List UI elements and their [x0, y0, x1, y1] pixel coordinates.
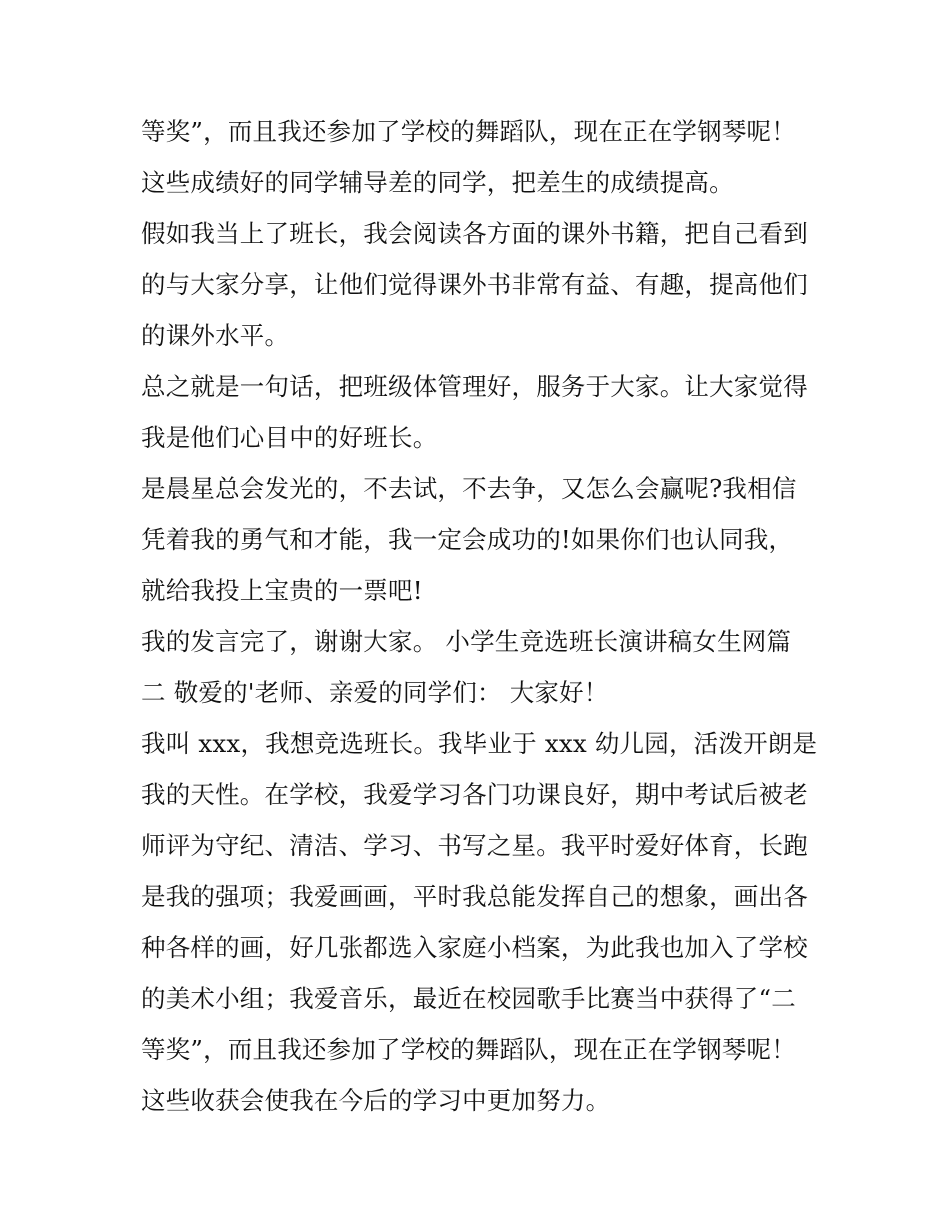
- text-line: 的美术小组；我爱音乐，最近在校园歌手比赛当中获得了“二: [141, 984, 796, 1013]
- text-line: 我的发言完了，谢谢大家。 小学生竞选班长演讲稿女生网篇: [141, 627, 792, 656]
- text-line: 等奖”，而且我还参加了学校的舞蹈队，现在正在学钢琴呢！: [141, 1035, 796, 1064]
- text-line: 是我的强项；我爱画画，平时我总能发挥自己的想象，画出各: [141, 882, 808, 911]
- text-line: 我的天性。在学校，我爱学习各门功课良好，期中考试后被老: [141, 780, 808, 809]
- text-line: 假如我当上了班长，我会阅读各方面的课外书籍，把自己看到: [141, 219, 808, 248]
- text-line: 是晨星总会发光的，不去试，不去争，又怎么会赢呢?我相信: [141, 474, 797, 503]
- text-line: 的与大家分享，让他们觉得课外书非常有益、有趣，提高他们: [141, 270, 808, 299]
- text-line: 师评为守纪、清洁、学习、书写之星。我平时爱好体育，长跑: [141, 831, 808, 860]
- text-line: 就给我投上宝贵的一票吧!: [141, 576, 423, 605]
- text-line: 我是他们心目中的好班长。: [141, 423, 438, 452]
- text-line: 这些成绩好的同学辅导差的同学，把差生的成绩提高。: [141, 168, 734, 197]
- text-line: 种各样的画，好几张都选入家庭小档案，为此我也加入了学校: [141, 933, 808, 962]
- text-line: 的课外水平。: [141, 321, 290, 350]
- text-line: 二 敬爱的'老师、亲爱的同学们： 大家好！: [141, 678, 609, 707]
- text-line: 等奖”，而且我还参加了学校的舞蹈队，现在正在学钢琴呢！: [141, 117, 796, 146]
- text-line: 我叫 xxx，我想竞选班长。我毕业于 xxx 幼儿园，活泼开朗是: [141, 729, 818, 758]
- text-line: 总之就是一句话，把班级体管理好，服务于大家。让大家觉得: [141, 372, 808, 401]
- document-body: [141, 106, 831, 1126]
- text-line: 凭着我的勇气和才能，我一定会成功的!如果你们也认同我，: [141, 525, 794, 554]
- text-line: 这些收获会使我在今后的学习中更加努力。: [141, 1086, 611, 1115]
